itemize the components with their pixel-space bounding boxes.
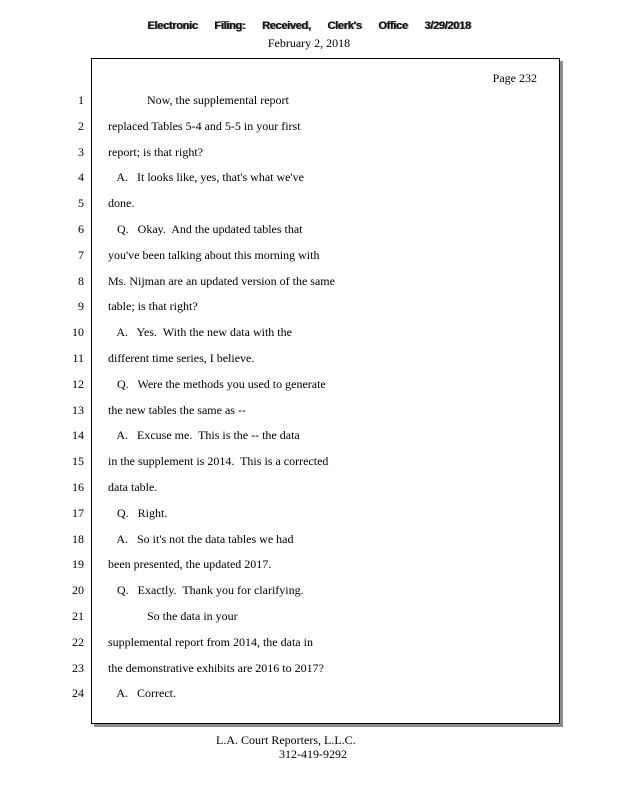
page-number: Page 232 <box>492 71 537 85</box>
line-number: 7 <box>78 247 84 262</box>
transcript-line: done. <box>108 196 135 211</box>
line-number: 20 <box>72 583 84 598</box>
transcript-date: February 2, 2018 <box>267 36 351 50</box>
line-number: 2 <box>78 118 84 133</box>
line-number: 22 <box>72 634 84 649</box>
transcript-line: table; is that right? <box>108 299 198 314</box>
transcript-line: different time series, I believe. <box>108 351 255 365</box>
transcript-line: the demonstrative exhibits are 2016 to 2017? <box>108 660 324 675</box>
line-number: 15 <box>72 454 84 469</box>
electronic-filing-stamp: Electronic Filing: Received, Clerk's Office 3/29/2018 <box>147 20 471 32</box>
line-number: 9 <box>78 299 84 314</box>
line-number: 19 <box>72 557 84 572</box>
transcript-line: the new tables the same as -- <box>108 402 246 417</box>
line-number: 11 <box>72 351 84 365</box>
transcript-line: Q. Were the methods you used to generate <box>108 376 326 391</box>
transcript-line: Q. Right. <box>108 505 168 520</box>
line-number: 10 <box>72 325 84 340</box>
line-number: 3 <box>78 144 84 159</box>
transcript-line: been presented, the updated 2017. <box>108 557 272 572</box>
line-number: 6 <box>78 222 84 236</box>
transcript-line: Q. Okay. And the updated tables that <box>108 222 303 236</box>
line-number: 13 <box>72 402 84 417</box>
filing-stamp-header <box>0 18 618 51</box>
line-number: 1 <box>78 93 84 107</box>
transcript-line: Ms. Nijman are an updated version of the same <box>108 273 335 288</box>
line-number: 17 <box>72 505 84 520</box>
line-number: 14 <box>72 428 84 443</box>
transcript-line: replaced Tables 5-4 and 5-5 in your first <box>108 118 301 133</box>
transcript-line: Now, the supplemental report <box>108 93 289 107</box>
line-number: 5 <box>78 196 84 211</box>
court-reporter-phone: 312-419-9292 <box>279 747 347 761</box>
transcript-line: Q. Exactly. Thank you for clarifying. <box>108 583 304 598</box>
transcript-line: A. Correct. <box>108 686 176 701</box>
transcript-line: report; is that right? <box>108 144 203 159</box>
court-reporter-firm: L.A. Court Reporters, L.L.C. <box>216 733 356 747</box>
line-number: 23 <box>72 660 84 675</box>
transcript-line: you've been talking about this morning with <box>108 247 320 262</box>
transcript-line: A. Yes. With the new data with the <box>108 325 292 340</box>
line-number: 18 <box>72 531 84 546</box>
line-number: 16 <box>72 480 84 494</box>
transcript-line: data table. <box>108 480 158 494</box>
line-number: 24 <box>72 686 84 701</box>
line-number: 4 <box>78 170 84 185</box>
transcript-line: supplemental report from 2014, the data in <box>108 634 313 649</box>
transcript-line: in the supplement is 2014. This is a corrected <box>108 454 329 469</box>
transcript-line: A. Excuse me. This is the -- the data <box>108 428 300 443</box>
line-number: 21 <box>72 609 84 623</box>
transcript-line: So the data in your <box>108 609 238 623</box>
line-number: 12 <box>72 376 84 391</box>
transcript-line: A. It looks like, yes, that's what we've <box>108 170 304 185</box>
line-number: 8 <box>78 273 84 288</box>
transcript-line: A. So it's not the data tables we had <box>108 531 294 546</box>
